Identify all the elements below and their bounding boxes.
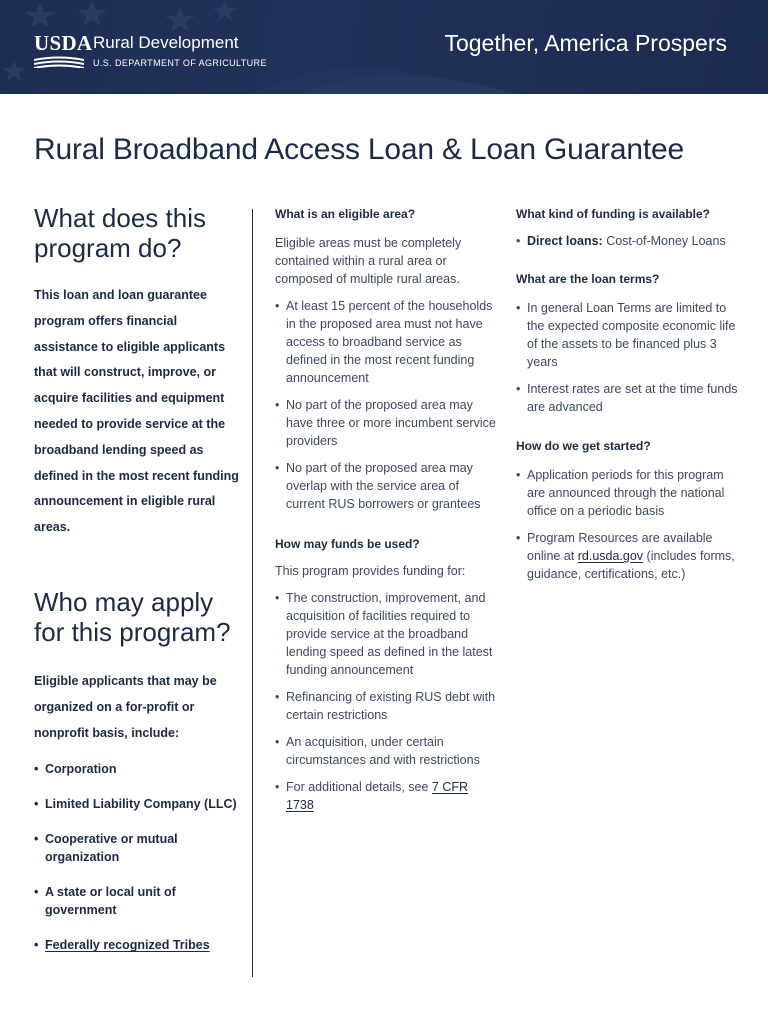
agency-name: Rural Development <box>93 33 239 52</box>
heading-who-may-apply: Who may apply for this program? <box>34 586 231 647</box>
list-item <box>275 778 499 814</box>
list-item: • At least 15 percent of the households in the proposed area must not have access to broadband service as defined in the most recent funding announcement <box>275 297 499 387</box>
heading-eligible-area: What is an eligible area? <box>275 207 416 221</box>
middle-column <box>275 206 499 814</box>
program-description: This loan and loan guarantee program offers financial assistance to eligible applicants that will construct, improve, or acquire facilities and equipment needed to provide service at the broadband lending speed as defined in the most recent funding announcement in eligible rural areas. <box>34 288 239 535</box>
list-item <box>34 936 240 954</box>
resources-prefix: Program Resources are available online at <box>527 531 713 563</box>
funds-list <box>275 589 499 814</box>
applicants-intro: Eligible applicants that may be organized on a for-profit or nonprofit basis, include: <box>34 673 217 740</box>
usda-logo-text: USDA <box>34 31 93 55</box>
list-item: • Application periods for this program are announced through the national office on a periodic basis <box>516 466 738 520</box>
heading-funds-use: How may funds be used? <box>275 537 420 551</box>
heading-get-started: How do we get started? <box>516 439 651 453</box>
heading-program-purpose: What does this program do? <box>34 203 206 263</box>
direct-loans-label: Direct loans: <box>527 234 603 248</box>
list-item: • Corporation <box>34 760 240 778</box>
list-item: • Cooperative or mutual organization <box>34 830 184 866</box>
heading-funding-kind: What kind of funding is available? <box>516 207 711 221</box>
right-column <box>516 206 738 583</box>
rd-usda-link[interactable]: rd.usda.gov <box>577 549 644 563</box>
usda-logo <box>34 31 93 68</box>
list-item <box>516 529 738 583</box>
eligible-area-list <box>275 297 499 513</box>
eligible-area-intro: Eligible areas must be completely contained within a rural area or composed of multiple rural areas. <box>275 236 462 286</box>
applicant-list <box>34 760 240 954</box>
usda-logo-hills <box>34 56 84 68</box>
tagline: Together, America Prospers <box>444 30 727 56</box>
loan-terms-list <box>516 299 738 416</box>
list-item: • No part of the proposed area may have three or more incumbent service providers <box>275 396 499 450</box>
list-item: • An acquisition, under certain circumstances and with restrictions <box>275 733 499 769</box>
details-prefix: For additional details, see <box>286 780 432 794</box>
cfr-link[interactable]: 7 CFR 1738 <box>286 780 469 812</box>
department-name: U.S. DEPARTMENT OF AGRICULTURE <box>93 58 267 68</box>
heading-loan-terms: What are the loan terms? <box>516 272 660 286</box>
list-item: • In general Loan Terms are limited to the expected composite economic life of the assets to be financed plus 3 years <box>516 299 738 371</box>
list-item: • No part of the proposed area may overlap with the service area of current RUS borrowers or grantees <box>275 459 499 513</box>
column-divider <box>252 209 253 977</box>
left-column <box>34 203 240 971</box>
list-item: • A state or local unit of government <box>34 883 184 919</box>
resources-suffix: (includes forms, guidance, certifications, etc.) <box>527 549 735 581</box>
list-item: • Interest rates are set at the time funds are advanced <box>516 380 738 416</box>
list-item: • Refinancing of existing RUS debt with certain restrictions <box>275 688 499 724</box>
page-title: Rural Broadband Access Loan & Loan Guarantee <box>34 133 684 166</box>
tribes-link[interactable]: Federally recognized Tribes <box>45 938 210 953</box>
funding-list <box>516 232 738 250</box>
list-item <box>516 232 738 250</box>
list-item: • Limited Liability Company (LLC) <box>34 795 240 813</box>
get-started-list <box>516 466 738 583</box>
usda-brand <box>34 32 267 68</box>
list-item: • The construction, improvement, and acquisition of facilities required to provide service at the broadband lending speed as defined in the latest funding announcement <box>275 589 499 679</box>
funds-intro: This program provides funding for: <box>275 564 466 578</box>
page-header <box>0 0 768 94</box>
direct-loans-text: Cost-of-Money Loans <box>602 234 726 248</box>
